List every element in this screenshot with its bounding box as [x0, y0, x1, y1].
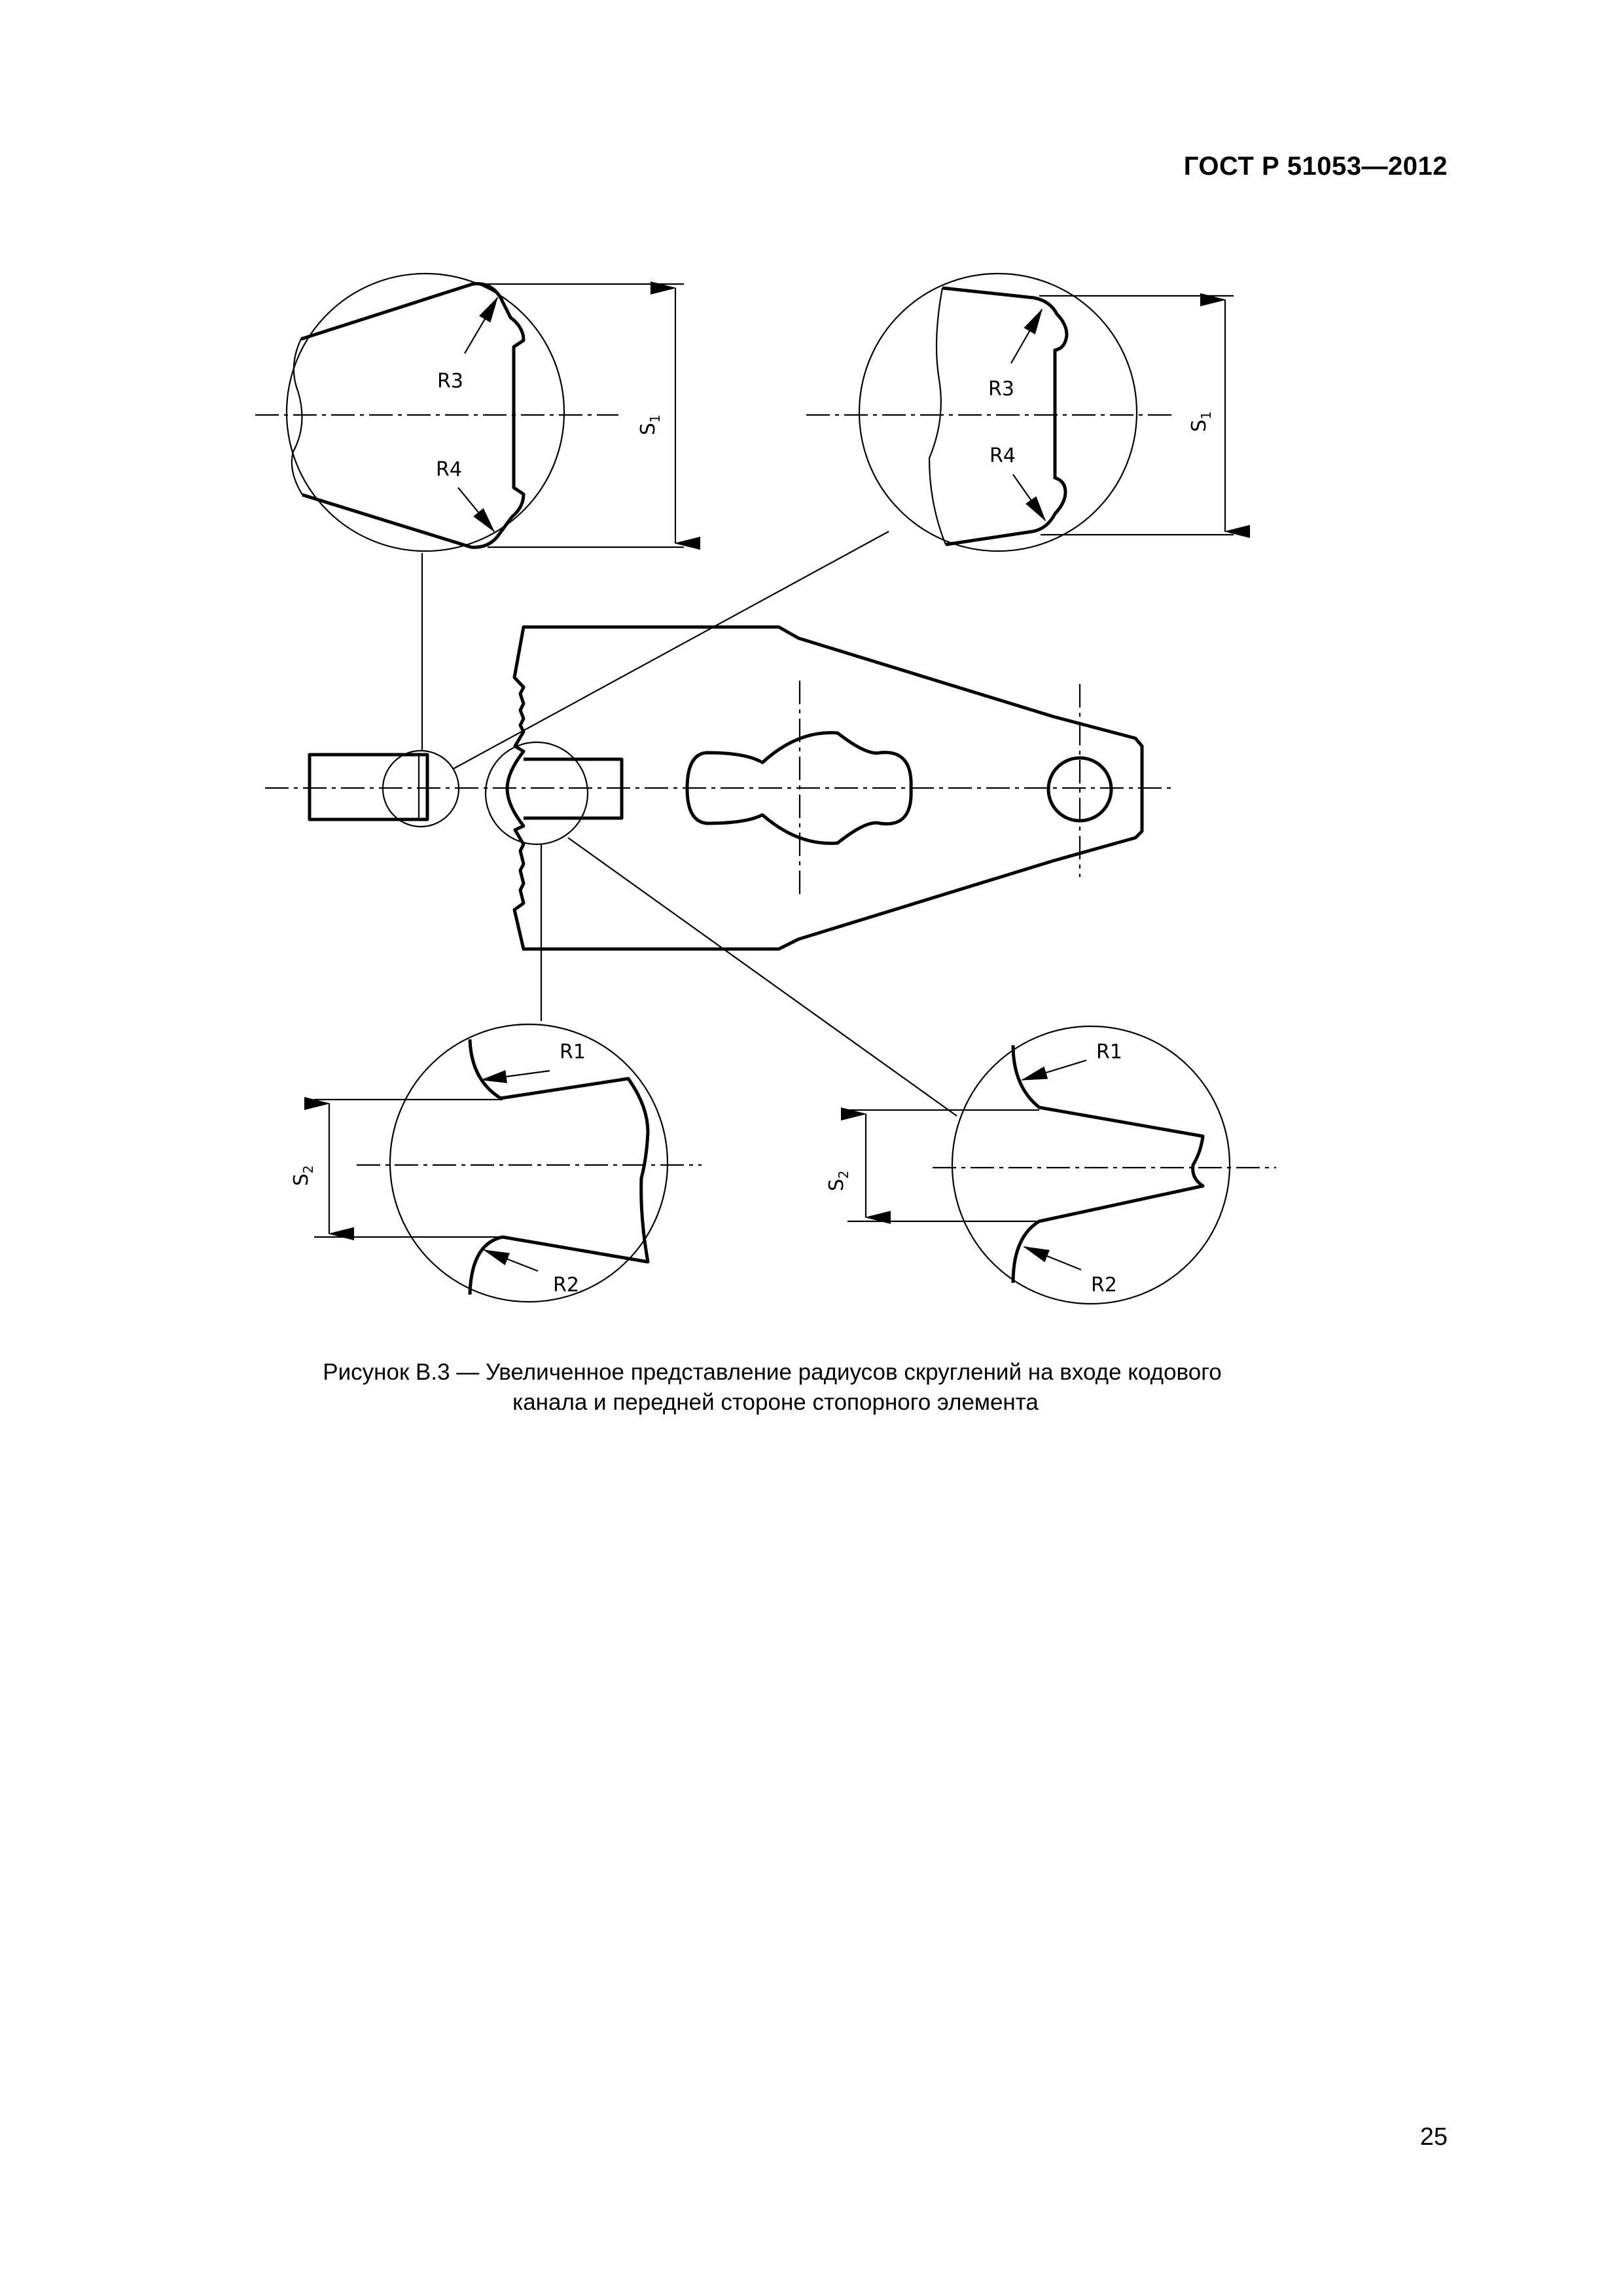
label-r4: R4 [990, 444, 1016, 467]
figure-caption [0, 1357, 1623, 1418]
label-r3: R3 [437, 370, 463, 393]
stopper-element [265, 627, 1171, 949]
svg-text:S2: $S_2$ [825, 1170, 851, 1191]
label-s1 [1188, 411, 1214, 432]
svg-text:S1: $S_1$ [637, 414, 663, 435]
label-r2: R2 [553, 1274, 579, 1297]
label-r1: R1 [560, 1041, 586, 1064]
label-s2 [825, 1170, 851, 1191]
svg-text:S2: $S_2$ [290, 1165, 316, 1186]
document-number: ГОСТ Р 51053—2012 [1183, 152, 1448, 181]
caption-line-2: канала и передней стороне стопорного элемента [512, 1390, 1039, 1415]
label-s2 [290, 1165, 316, 1186]
contour [942, 288, 1067, 545]
page-number: 25 [1419, 2123, 1448, 2151]
label-r3: R3 [988, 378, 1014, 401]
detail-circle-bottom-left [290, 1024, 702, 1302]
label-r4: R4 [436, 458, 462, 481]
label-r2: R2 [1091, 1274, 1117, 1297]
caption-line-1: Рисунок В.3 — Увеличенное представление радиусов скруглений на входе кодового [323, 1359, 1222, 1385]
label-r1: R1 [1096, 1041, 1122, 1064]
detail-circle-top-right [806, 274, 1234, 551]
svg-text:S1: $S_1$ [1188, 411, 1214, 432]
contour [1013, 1045, 1203, 1283]
label-s1 [637, 414, 663, 435]
detail-circle-top-left [255, 274, 684, 551]
detail-circle-bottom-right [825, 1026, 1276, 1304]
